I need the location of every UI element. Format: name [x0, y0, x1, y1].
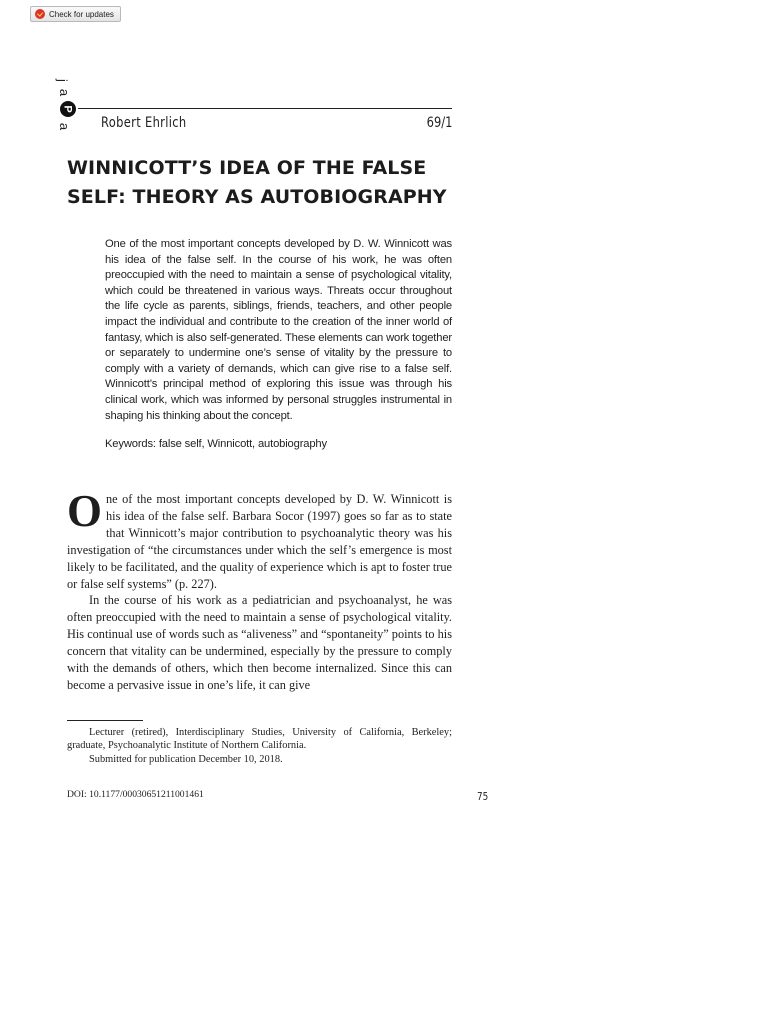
title-line-2: SELF: THEORY AS AUTOBIOGRAPHY	[67, 186, 447, 208]
logo-letter-a: a	[57, 88, 73, 97]
page-number: 75	[477, 790, 489, 803]
footnote-submitted: Submitted for publication December 10, 2018.	[89, 753, 283, 765]
journal-logo	[54, 74, 80, 136]
paragraph-2: In the course of his work as a pediatrician and psychoanalyst, he was often preoccupied with the need to maintain a sense of psychological vitality. His continual use of words such as “aliveness” and “spontaneity” points to his concern that vitality can be undermined, especially by the pressure to comply with the demands of others, which then become internalized. Since this can become a pervasive issue in one’s life, it can give	[67, 593, 452, 692]
running-head-volume: 69/1	[426, 115, 452, 131]
keywords: Keywords: false self, Winnicott, autobiography	[105, 438, 327, 450]
doi: DOI: 10.1177/00030651211001461	[67, 789, 204, 800]
check-for-updates-button[interactable]	[30, 6, 121, 22]
logo-circle-p: P	[60, 101, 76, 117]
title-line-1: WINNICOTT’S IDEA OF THE FALSE	[67, 157, 427, 179]
article-title	[67, 154, 467, 212]
check-for-updates-label: Check for updates	[49, 9, 114, 19]
article-body	[67, 486, 452, 694]
running-head-author: Robert Ehrlich	[101, 115, 187, 131]
logo-letter-j: j	[54, 79, 70, 82]
paragraph-1-text: ne of the most important concepts developed by D. W. Winnicott is his idea of the false self. Barbara Socor (1997) goes so far as to state that Winnicott’s major contribution to psychoanalytic theory was his investigation of “the circumstances under which the self’s emergence is most likely to be facilitated, and the quality of experience which is apt to foster true or false self systems” (p. 227).	[67, 492, 452, 591]
abstract: One of the most important concepts developed by D. W. Winnicott was his idea of the false self. In the course of his work, he was often preoccupied with the need to maintain a sense of psychological vitality, which could be threatened in various ways. Threats occur throughout the life cycle as parents, siblings, friends, teachers, and other people impact the individual and contribute to the creation of the inner world of fantasy, which is also self-generated. These elements can work together or separately to undermine one’s sense of vitality by the pressure to comply with a variety of demands, which can give rise to a false self. Winnicott’s principal method of exploring this issue was through his clinical work, which was informed by personal struggles instrumental in shaping his thinking about the concept.	[105, 238, 452, 422]
footnote-rule	[67, 720, 143, 721]
header-rule	[78, 108, 452, 109]
footnote-affiliation: Lecturer (retired), Interdisciplinary Studies, University of California, Berkeley; graduate, Psychoanalytic Institute of Northern California.	[67, 727, 452, 752]
crossmark-icon	[35, 9, 45, 19]
drop-cap: O	[67, 486, 103, 536]
logo-letter-a-bottom: a	[57, 122, 73, 131]
footnote	[67, 726, 452, 766]
paragraph-1	[67, 486, 452, 592]
